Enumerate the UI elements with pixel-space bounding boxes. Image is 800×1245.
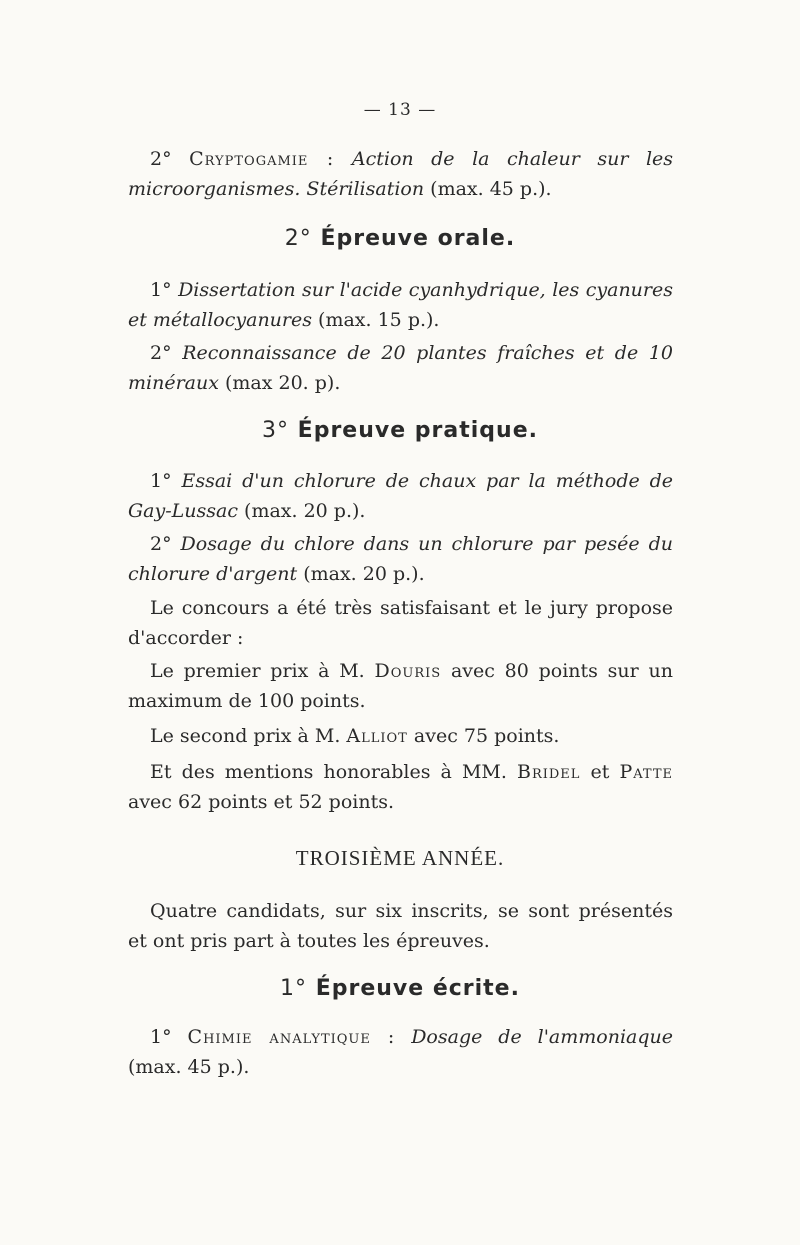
paragraph-second-prix <box>128 721 673 751</box>
text-segment: Et des mentions honorables à MM. <box>150 761 507 783</box>
item-label: Chimie analytique : <box>187 1026 396 1048</box>
item-number: 1° <box>150 470 172 492</box>
laureate-name: Patte <box>619 761 674 783</box>
item-subject: Action de la chaleur sur les microorganismes. Stérilisation <box>128 148 674 200</box>
paragraph-chimie-analytique <box>128 1022 673 1082</box>
heading-number: 3° <box>262 418 289 443</box>
paragraph-reconnaissance <box>128 338 673 398</box>
item-number: 1° <box>150 1026 172 1048</box>
heading-number: 2° <box>284 226 312 251</box>
laureate-name: Bridel <box>516 761 581 783</box>
item-subject: Dosage du chlore dans un chlorure par pesée du chlorure d'argent <box>128 533 673 585</box>
paragraph-premier-prix <box>128 656 673 716</box>
text-segment: Le second prix à M. <box>150 725 341 747</box>
heading-epreuve-pratique <box>0 418 800 443</box>
item-number: 2° <box>150 148 172 170</box>
item-max: (max. 15 p.). <box>318 309 440 331</box>
heading-text: Épreuve orale. <box>320 226 516 251</box>
item-number: 2° <box>150 533 172 555</box>
paragraph-mentions <box>128 757 673 817</box>
item-subject: Essai d'un chlorure de chaux par la méthode de Gay-Lussac <box>128 470 673 522</box>
paragraph-essai <box>128 466 673 526</box>
text-segment: avec 62 points et 52 points. <box>128 791 395 813</box>
heading-number: 1° <box>280 976 308 1001</box>
text-segment: avec 75 points. <box>413 725 560 747</box>
item-subject: Dosage de l'ammoniaque <box>411 1026 674 1048</box>
section-title-troisieme-annee: TROISIÈME ANNÉE. <box>295 846 505 870</box>
heading-epreuve-orale <box>0 226 800 251</box>
paragraph-dissertation <box>128 275 673 335</box>
paragraph-cryptogamie <box>128 144 673 204</box>
item-max: (max. 45 p.). <box>128 1056 250 1078</box>
page-number: — 13 — <box>363 100 437 120</box>
text-segment: Le premier prix à M. <box>150 660 365 682</box>
heading-text: Épreuve écrite. <box>315 976 520 1001</box>
item-number: 2° <box>150 342 172 364</box>
paragraph-quatre-candidats: Quatre candidats, sur six inscrits, se sont présentés et ont pris part à toutes les épreuves. <box>128 900 673 952</box>
item-number: 1° <box>150 279 172 301</box>
laureate-name: Douris <box>374 660 442 682</box>
item-subject: Reconnaissance de 20 plantes fraîches et de 10 minéraux <box>128 342 673 394</box>
heading-epreuve-ecrite <box>0 976 800 1001</box>
item-max: (max. 20 p.). <box>303 563 425 585</box>
text-segment: et <box>590 761 610 783</box>
heading-text: Épreuve pratique. <box>297 418 538 443</box>
item-max: (max. 20 p.). <box>244 500 366 522</box>
text-segment: avec 80 points sur un maximum de 100 points. <box>128 660 673 712</box>
item-max: (max. 45 p.). <box>430 178 552 200</box>
paragraph-concours: Le concours a été très satisfaisant et le jury propose d'accorder : <box>128 597 673 649</box>
laureate-name: Alliot <box>346 725 408 747</box>
item-max: (max 20. p). <box>224 372 341 394</box>
paragraph-dosage-chlore <box>128 529 673 589</box>
item-subject: Dissertation sur l'acide cyanhydrique, les cyanures et métallocyanures <box>128 279 674 331</box>
item-label: Cryptogamie : <box>189 148 335 170</box>
